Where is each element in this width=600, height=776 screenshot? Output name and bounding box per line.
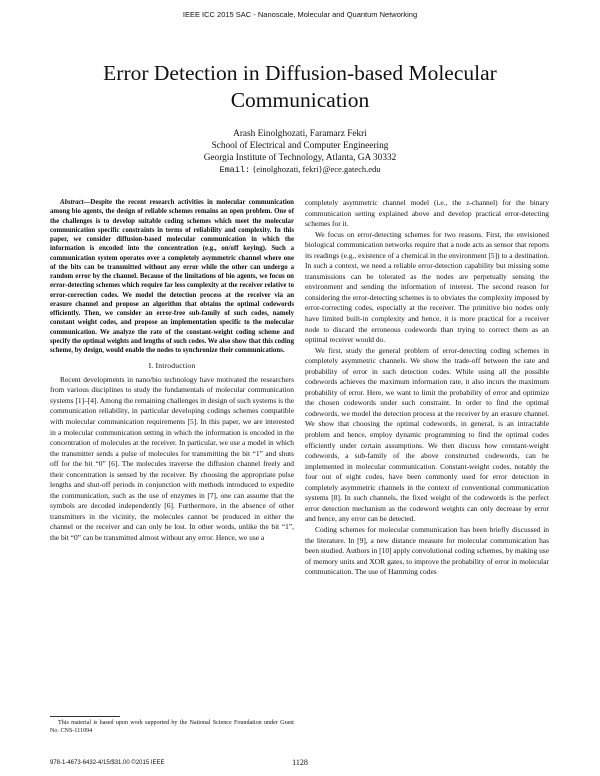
right-paragraph-4: Coding schemes for molecular communication has been briefly discussed in the literature. In [9], a new distance measure for molecular communication has been studied. Authors in [10] apply convolutional coding schemes, by making use of memory units and XOR gates, to improve the probability of error in molecular communication. The use of Hamming codes	[305, 524, 549, 577]
author-email	[100, 164, 500, 176]
abstract-lead: Abstract	[60, 199, 84, 206]
footnote-divider	[50, 716, 120, 717]
section-heading-introduction: I. Introduction	[148, 361, 196, 371]
introduction-paragraph: Recent developments in nano/bio technology have motivated the researchers from various disciplines to study the fundamentals of molecular communication systems [1]–[4]. Among the remaining challenges in design of such systems is the communication reliability, in particular developing codings schemes compatible with molecular communication requirements [5]. In this paper, we are interested in a molecular communication setting in which the information is encoded in the concentration of molecules at the receiver. In particular, we use a model in which the transmitter sends a pulse of molecules for transmitting the bit “1” and shuts off for the bit “0” [6]. The molecules traverse the diffusion channel freely and their concentration is sensed by the receiver. By choosing the appropriate pulse lengths and shut-off periods in conjunction with methods introduced to expedite the communication, such as the use of enzymes in [7], one can assume that the symbols are decoded independently [6]. Furthermore, in the absence of other transmitters in the vicinity, the molecules cannot be produced in either the channel or the receiver and can only be lost. In other words, unlike the bit “1”, the bit “0” can be transmitted almost without any error. Hence, we use a	[50, 374, 294, 542]
author-names: Arash Einolghozati, Faramarz Fekri	[233, 129, 367, 139]
author-department: School of Electrical and Computer Engineering	[211, 141, 389, 152]
footer-isbn: 978-1-4673-6432-4/15/$31.00 ©2015 IEEE	[50, 760, 165, 766]
page-number: 1128	[292, 758, 308, 767]
running-head: IEEE ICC 2015 SAC - Nanoscale, Molecular and Quantum Networking	[182, 10, 418, 19]
right-paragraph-1: completely asymmetric channel model (i.e., the z-channel) for the binary communication setting explained above and develop practical error-detecting schemes for it.	[305, 198, 549, 229]
author-institution: Georgia Institute of Technology, Atlanta, GA 30332	[203, 153, 397, 164]
author-block	[100, 128, 500, 176]
abstract-text: —Despite the recent research activities in molecular communication among bio agents, the design of reliable schemes remains an open problem. One of the challenges is to develop suitable coding schemes which meet the molecular communication specific constraints in terms of reliability and complexity. In this paper, we consider diffusion-based molecular communication in which the information is encoded into the concentration (e.g., on/off keying). Such a communication system operates over a completely asymmetric channel where one of the bits can be transmitted without any error while the other can undergo a random error by the channel. Because of the limitations of bio agents, we focus on error-detecting schemes which require far less complexity at the receiver relative to error-correction codes. We model the detection process at the receiver via an erasure channel and propose an algorithm that obtains the optimal codewords efficiently. Then, we consider an error-free sub-family of such codes, namely constant weight codes, and propose an implementation specific to the molecular communication. We analyze the rate of the constant-weight coding scheme and specify the optimal weights and lengths of such codes. We also show that this coding scheme, by design, would enable the nodes to synchronize their communications.	[50, 199, 294, 354]
right-paragraph-3: We first, study the general problem of error-detecting coding schemes in completely asymmetric channels. We show the trade-off between the rate and probability of error in such detection codes. While using all the possible codewords achieves the maximum information rate, it also incurs the maximum probability of error. Here, we want to limit the probability of error and optimize the chosen codewords under such constraint. In order to find the optimal codewords, we model the detection process at the receiver by an erasure channel. We show that choosing the optimal codewords, in general, is an intractable problem and hence, employ dynamic programming to find the optimal codes efficiently under certain assumptions. We then discuss how constant-weight codewords, a sub-family of the above constructed codewords, can be implemented in molecular communication. Constant-weight codes, notably the four out of eight codes, have been commonly used for error detection in completely asymmetric channels in the context of conventional communication systems [8]. In such channels, the fixed weight of the codewords is the perfect error detection mechanism as the codeword weights can only decrease by error and hence, any error can be detected.	[305, 345, 549, 524]
email-address: {einolghozati, fekri}@ece.gatech.edu	[252, 164, 381, 175]
footnote: This material is based upon work supported by the National Science Foundation under Grant No. CNS-111094	[50, 720, 294, 734]
abstract	[50, 198, 294, 355]
paper-title: Error Detection in Diffusion-based Molecular Communication	[103, 61, 497, 113]
right-column	[305, 198, 549, 578]
left-column	[50, 198, 294, 544]
email-label: Email:	[219, 165, 251, 176]
right-paragraph-2: We focus on error-detecting schemes for two reasons. First, the envisioned biological communication networks require that a node acts as sensor that reports its readings (e.g., existence of a chemical in the environment [5]) to a destination. In such a context, we need a reliable error-detection capability but missing some transmissions can be tolerated as the nodes are perpetually sensing the environment and sending the information of interest. The second reason for considering the error-detecting schemes is to obviates the complexity imposed by error-correcting codes, especially at the receiver. The primitive bio nodes only have limited built-in complexity and hence, it is more practical for a receiver node to discard the erroneous codewords than trying to correct them as an optimal receiver would do.	[305, 229, 549, 345]
